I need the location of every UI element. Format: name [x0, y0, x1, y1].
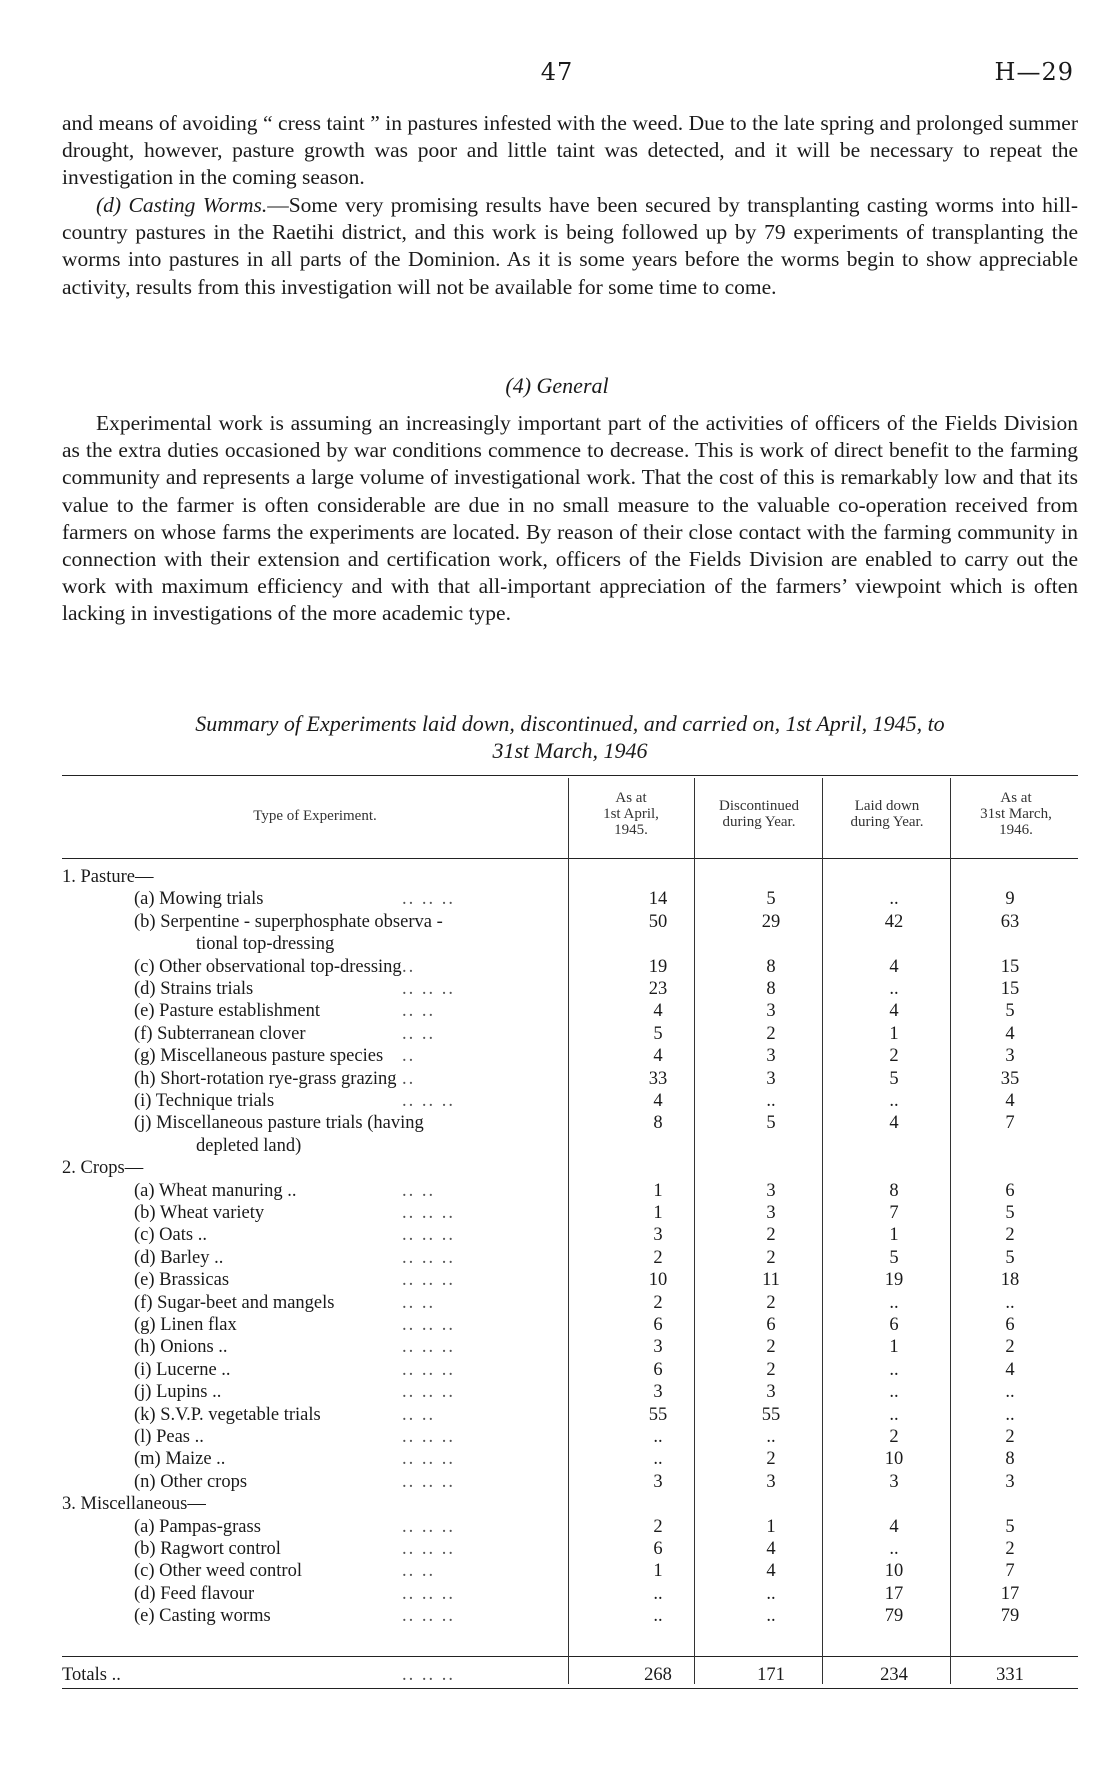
cell-as-at-1945: 3: [653, 1225, 663, 1246]
leader-dots: .. .. ..: [402, 1449, 455, 1470]
cell-as-at-1946: 8: [1005, 1449, 1015, 1470]
casting-worms-text: —Some very promising results have been secured by transplanting casting worms into hill-country pastures in the Raetihi district, and this work is being followed up by 79 experiments of transplanting the worms into pastures in all parts of the Dominion. As it is some years before the worms begin to show appreciable activity, results from this investigation will not be available for some time to come.: [62, 193, 1078, 299]
table-row: [62, 1292, 1078, 1314]
cell-laid-down: 42: [884, 911, 904, 932]
row-label: (g) Miscellaneous pasture species: [134, 1046, 384, 1067]
cell-discontinued: 2: [766, 1292, 776, 1313]
cell-discontinued: 2: [766, 1359, 776, 1380]
row-label: (d) Strains trials: [134, 979, 254, 999]
cell-as-at-1946: 15: [1000, 956, 1020, 977]
cell-as-at-1946: 2: [1005, 1539, 1015, 1559]
cell-as-at-1946: 3: [1005, 1046, 1015, 1067]
cell-discontinued: 4: [766, 1539, 776, 1559]
paragraph-general: [62, 410, 1078, 628]
cell-discontinued: 2: [766, 1225, 776, 1246]
table-row: [62, 1404, 1078, 1426]
cell-as-at-1945: 4: [653, 1046, 663, 1067]
cell-laid-down: 4: [889, 956, 899, 977]
cell-as-at-1945: ..: [653, 1449, 663, 1470]
table-row: [62, 1314, 1078, 1336]
cell-laid-down: 10: [884, 1449, 904, 1470]
cell-discontinued: 8: [766, 956, 776, 977]
cell-as-at-1945: 6: [653, 1539, 663, 1559]
cell-as-at-1946: 79: [1000, 1606, 1020, 1627]
totals-laid-down: 234: [880, 1665, 908, 1685]
leader-dots: .. .. ..: [402, 1583, 455, 1604]
row-label: (e) Pasture establishment: [134, 1001, 320, 1022]
cell-laid-down: 4: [889, 1516, 899, 1537]
table-row: [62, 1224, 1078, 1246]
table-row: [62, 1000, 1078, 1022]
column-header-text: As at: [615, 790, 647, 806]
cell-as-at-1946: 4: [1005, 1359, 1015, 1380]
cell-laid-down: 5: [889, 1247, 899, 1268]
table-row: [62, 1583, 1078, 1605]
row-label: (i) Technique trials: [134, 1091, 275, 1111]
table-section-row: [62, 1157, 1078, 1179]
leader-dots: .. ..: [402, 1292, 436, 1313]
cell-discontinued: ..: [766, 1583, 776, 1604]
cell-discontinued: 29: [761, 911, 781, 932]
row-label: (h) Short-rotation rye-grass grazing: [134, 1068, 397, 1089]
cell-as-at-1945: 1: [653, 1180, 663, 1201]
cell-laid-down: 3: [889, 1471, 899, 1492]
row-label: (b) Wheat variety: [134, 1203, 265, 1223]
row-label: (c) Other observational top-dressing: [134, 956, 402, 977]
cell-as-at-1945: 33: [648, 1068, 668, 1089]
table-row: [62, 1448, 1078, 1470]
row-label: (a) Wheat manuring ..: [134, 1180, 297, 1201]
cell-as-at-1946: 15: [1000, 979, 1020, 999]
cell-discontinued: 8: [766, 979, 776, 999]
cell-as-at-1945: ..: [653, 1427, 663, 1447]
row-label: (g) Linen flax: [134, 1315, 237, 1335]
row-label: (f) Sugar-beet and mangels: [134, 1292, 335, 1313]
table-row: [62, 1426, 1078, 1448]
column-header-text: 1945.: [614, 822, 648, 838]
table-row: [62, 1336, 1078, 1358]
row-label: (e) Casting worms: [134, 1606, 271, 1627]
leader-dots: .. .. ..: [402, 1270, 455, 1291]
leader-dots: ..: [402, 1068, 416, 1089]
column-header-text: during Year.: [722, 814, 796, 830]
leader-dots: .. .. ..: [402, 1665, 455, 1685]
cell-discontinued: ..: [766, 1427, 776, 1447]
cell-as-at-1945: 14: [648, 889, 668, 910]
row-label: (c) Oats ..: [134, 1225, 207, 1246]
row-label: 2. Crops—: [62, 1158, 144, 1179]
casting-worms-heading: (d) Casting Worms.: [96, 193, 268, 217]
general-text: Experimental work is assuming an increasingly important part of the activities of officers of the Fields Division as the extra duties occasioned by war conditions commence to decrease. This is work of direct benefit to the farming community and represents a large volume of investigational work. That the cost of this is remarkably low and that its value to the farmer is often considerable are due in no small measure to the valuable co-operation received from farmers on whose farms the experiments are located. By reason of their close contact with the farming community in connection with their extension and certification work, officers of the Fields Division are enabled to carry out the work with maximum efficiency and with that all-important appreciation of the farmers’ viewpoint which is often lacking in investigations of the more academic type.: [62, 411, 1078, 626]
cell-discontinued: 2: [766, 1023, 776, 1044]
leader-dots: .. ..: [402, 1023, 436, 1044]
leader-dots: .. .. ..: [402, 979, 455, 999]
cell-discontinued: 3: [766, 1046, 776, 1067]
row-label: (b) Ragwort control: [134, 1539, 281, 1559]
cell-as-at-1946: 2: [1005, 1337, 1015, 1358]
leader-dots: ..: [402, 956, 416, 977]
cell-as-at-1946: 4: [1005, 1023, 1015, 1044]
cell-discontinued: 3: [766, 1382, 776, 1403]
cell-laid-down: 7: [889, 1203, 899, 1223]
cell-laid-down: 1: [889, 1225, 899, 1246]
cell-laid-down: 4: [889, 1001, 899, 1022]
row-label: (a) Mowing trials: [134, 889, 264, 910]
leader-dots: .. .. ..: [402, 1427, 455, 1447]
cell-as-at-1946: 5: [1005, 1001, 1015, 1022]
cell-as-at-1945: 10: [648, 1270, 668, 1291]
leader-dots: .. .. ..: [402, 1359, 455, 1380]
leader-dots: .. .. ..: [402, 1606, 455, 1627]
row-label: (k) S.V.P. vegetable trials: [134, 1404, 321, 1425]
cell-laid-down: 10: [884, 1561, 904, 1582]
cell-as-at-1946: 18: [1000, 1270, 1020, 1291]
table-section-row: [62, 1493, 1078, 1515]
row-label: (c) Other weed control: [134, 1561, 302, 1582]
totals-as-at-1946: 331: [996, 1665, 1024, 1685]
column-header-text: Discontinued: [719, 798, 799, 814]
row-label: 3. Miscellaneous—: [62, 1494, 206, 1515]
cell-discontinued: 3: [766, 1001, 776, 1022]
table-row: [62, 1269, 1078, 1291]
table-row: [62, 1247, 1078, 1269]
cell-as-at-1946: ..: [1005, 1382, 1015, 1403]
column-header-text: 1946.: [999, 822, 1033, 838]
table-title-line-1: Summary of Experiments laid down, discontinued, and carried on, 1st April, 1945, to: [195, 711, 945, 736]
cell-as-at-1945: 2: [653, 1247, 663, 1268]
cell-laid-down: ..: [889, 889, 899, 910]
cell-as-at-1945: 50: [648, 911, 668, 932]
leader-dots: .. ..: [402, 1180, 436, 1201]
page-number: 47: [540, 58, 574, 86]
cell-laid-down: 4: [889, 1113, 899, 1134]
table-row: [62, 1045, 1078, 1067]
section-heading-general: (4) General: [505, 373, 609, 398]
cell-discontinued: 3: [766, 1203, 776, 1223]
cell-laid-down: ..: [889, 1539, 899, 1559]
table-row: [62, 1560, 1078, 1582]
document-reference: H—29: [994, 58, 1074, 86]
table-row: [62, 911, 1078, 933]
cell-laid-down: 79: [884, 1606, 904, 1627]
cell-as-at-1945: 5: [653, 1023, 663, 1044]
cell-laid-down: 19: [884, 1270, 904, 1291]
leader-dots: .. .. ..: [402, 1337, 455, 1358]
cell-laid-down: ..: [889, 1359, 899, 1380]
cell-discontinued: 1: [766, 1516, 776, 1537]
cell-as-at-1946: 7: [1005, 1113, 1015, 1134]
table-row: [62, 1605, 1078, 1627]
cell-discontinued: 3: [766, 1180, 776, 1201]
row-label: depleted land): [196, 1135, 302, 1156]
leader-dots: .. .. ..: [402, 1247, 455, 1268]
cell-as-at-1945: 6: [653, 1359, 663, 1380]
cell-discontinued: 3: [766, 1068, 776, 1089]
cell-as-at-1946: 2: [1005, 1225, 1015, 1246]
column-header-discontinued: [698, 798, 820, 830]
cell-as-at-1945: 1: [653, 1203, 663, 1223]
column-header-as-at-1946: [954, 790, 1078, 838]
cell-discontinued: 6: [766, 1315, 776, 1335]
cell-as-at-1945: 2: [653, 1292, 663, 1313]
cell-as-at-1945: 3: [653, 1382, 663, 1403]
cell-discontinued: 2: [766, 1247, 776, 1268]
cell-laid-down: ..: [889, 1091, 899, 1111]
table-row: [62, 1538, 1078, 1560]
column-header-text: As at: [1000, 790, 1032, 806]
cell-as-at-1945: 19: [648, 956, 668, 977]
cell-laid-down: 8: [889, 1180, 899, 1201]
totals-as-at-1945: 268: [644, 1665, 672, 1685]
cell-as-at-1946: 6: [1005, 1180, 1015, 1201]
cell-laid-down: ..: [889, 1404, 899, 1425]
table-row: [62, 1516, 1078, 1538]
cell-laid-down: 2: [889, 1046, 899, 1067]
cell-laid-down: 6: [889, 1315, 899, 1335]
cell-as-at-1945: 3: [653, 1337, 663, 1358]
row-label: (f) Subterranean clover: [134, 1023, 306, 1044]
table-row: [62, 1112, 1078, 1134]
table-row: [62, 1202, 1078, 1224]
cell-laid-down: 2: [889, 1427, 899, 1447]
column-header-as-at-1945: [572, 790, 690, 838]
cell-as-at-1946: 4: [1005, 1091, 1015, 1111]
leader-dots: .. .. ..: [402, 1225, 455, 1246]
row-label: (n) Other crops: [134, 1471, 248, 1492]
cell-as-at-1945: 4: [653, 1001, 663, 1022]
table-row: [62, 1068, 1078, 1090]
cell-as-at-1946: 5: [1005, 1247, 1015, 1268]
cell-discontinued: 2: [766, 1449, 776, 1470]
table-title: [62, 710, 1078, 764]
leader-dots: .. ..: [402, 1561, 436, 1582]
row-label: (b) Serpentine - superphosphate observa -: [134, 911, 443, 932]
cell-as-at-1946: 9: [1005, 889, 1015, 910]
cell-as-at-1945: ..: [653, 1583, 663, 1604]
totals-row: [62, 1664, 1078, 1686]
table-bottom-rule: [62, 1688, 1078, 1689]
leader-dots: .. .. ..: [402, 1203, 455, 1223]
column-header-text: Laid down: [854, 798, 920, 814]
row-label: (i) Lucerne ..: [134, 1359, 231, 1380]
cell-as-at-1946: 7: [1005, 1561, 1015, 1582]
leader-dots: .. ..: [402, 1001, 436, 1022]
leader-dots: .. .. ..: [402, 1315, 455, 1335]
row-label: (a) Pampas-grass: [134, 1516, 261, 1537]
row-label: (m) Maize ..: [134, 1449, 226, 1470]
table-row: [62, 1359, 1078, 1381]
cell-as-at-1945: 6: [653, 1315, 663, 1335]
cell-as-at-1945: 4: [653, 1091, 663, 1111]
cell-discontinued: ..: [766, 1091, 776, 1111]
cell-as-at-1945: 2: [653, 1516, 663, 1537]
table-row: [62, 1180, 1078, 1202]
cell-as-at-1946: 3: [1005, 1471, 1015, 1492]
table-row: [62, 1135, 1078, 1157]
cell-as-at-1946: 5: [1005, 1203, 1015, 1223]
table-row: [62, 956, 1078, 978]
column-header-text: during Year.: [850, 814, 924, 830]
cell-laid-down: ..: [889, 1292, 899, 1313]
row-label: (l) Peas ..: [134, 1427, 204, 1447]
table-totals-rule: [62, 1656, 1078, 1657]
cell-as-at-1945: 1: [653, 1561, 663, 1582]
cell-as-at-1946: 2: [1005, 1427, 1015, 1447]
totals-discontinued: 171: [757, 1665, 785, 1685]
cell-as-at-1945: 23: [648, 979, 668, 999]
leader-dots: .. .. ..: [402, 1539, 455, 1559]
table-top-rule: [62, 775, 1078, 776]
leader-dots: .. .. ..: [402, 1471, 455, 1492]
row-label: 1. Pasture—: [62, 867, 154, 887]
cell-as-at-1946: 5: [1005, 1516, 1015, 1537]
column-header-laid-down: [826, 798, 948, 830]
row-label: (d) Feed flavour: [134, 1583, 255, 1604]
leader-dots: .. .. ..: [402, 1382, 455, 1403]
cell-laid-down: 1: [889, 1337, 899, 1358]
table-row: [62, 933, 1078, 955]
row-label: (e) Brassicas: [134, 1270, 230, 1291]
cell-as-at-1945: 8: [653, 1113, 663, 1134]
cell-laid-down: ..: [889, 1382, 899, 1403]
leader-dots: .. ..: [402, 1404, 436, 1425]
cell-discontinued: 3: [766, 1471, 776, 1492]
totals-label: Totals ..: [62, 1665, 121, 1685]
table-row: [62, 1381, 1078, 1403]
table-section-row: [62, 866, 1078, 888]
table-title-line-2: 31st March, 1946: [492, 738, 648, 763]
column-header-text: 1st April,: [603, 806, 659, 822]
cell-as-at-1946: 17: [1000, 1583, 1020, 1604]
cell-as-at-1946: ..: [1005, 1292, 1015, 1313]
table-row: [62, 1023, 1078, 1045]
cell-as-at-1946: ..: [1005, 1404, 1015, 1425]
paragraph-casting-worms: [62, 192, 1078, 301]
paragraph-cress-taint: and means of avoiding “ cress taint ” in pastures infested with the weed. Due to the late spring and prolonged summer drought, however, pasture growth was poor and little taint was detected, and it will be necessary to repeat the investigation in the coming season.: [62, 111, 1078, 190]
table-row: [62, 978, 1078, 1000]
cell-discontinued: 55: [761, 1404, 781, 1425]
row-label: (h) Onions ..: [134, 1337, 228, 1358]
column-header-text: 31st March,: [980, 806, 1052, 822]
cell-laid-down: 17: [884, 1583, 904, 1604]
table-row: [62, 1471, 1078, 1493]
row-label: (d) Barley ..: [134, 1247, 224, 1268]
row-label: tional top-dressing: [196, 934, 335, 955]
cell-laid-down: 1: [889, 1023, 899, 1044]
cell-discontinued: 5: [766, 1113, 776, 1134]
cell-discontinued: ..: [766, 1606, 776, 1627]
row-label: (j) Lupins ..: [134, 1382, 222, 1403]
cell-as-at-1945: 3: [653, 1471, 663, 1492]
cell-laid-down: 5: [889, 1068, 899, 1089]
leader-dots: .. .. ..: [402, 889, 455, 910]
column-header-type: Type of Experiment.: [253, 808, 377, 824]
leader-dots: .. .. ..: [402, 1091, 455, 1111]
cell-discontinued: 2: [766, 1337, 776, 1358]
cell-discontinued: 4: [766, 1561, 776, 1582]
cell-as-at-1945: 55: [648, 1404, 668, 1425]
leader-dots: .. .. ..: [402, 1516, 455, 1537]
cell-discontinued: 11: [762, 1270, 780, 1291]
table-row: [62, 1090, 1078, 1112]
cell-as-at-1946: 35: [1000, 1068, 1020, 1089]
cell-as-at-1945: ..: [653, 1606, 663, 1627]
cell-laid-down: ..: [889, 979, 899, 999]
table-header-rule: [62, 858, 1078, 859]
leader-dots: ..: [402, 1046, 416, 1067]
table-row: [62, 888, 1078, 910]
cell-discontinued: 5: [766, 889, 776, 910]
cell-as-at-1946: 63: [1000, 911, 1020, 932]
row-label: (j) Miscellaneous pasture trials (having: [134, 1113, 424, 1134]
cell-as-at-1946: 6: [1005, 1315, 1015, 1335]
